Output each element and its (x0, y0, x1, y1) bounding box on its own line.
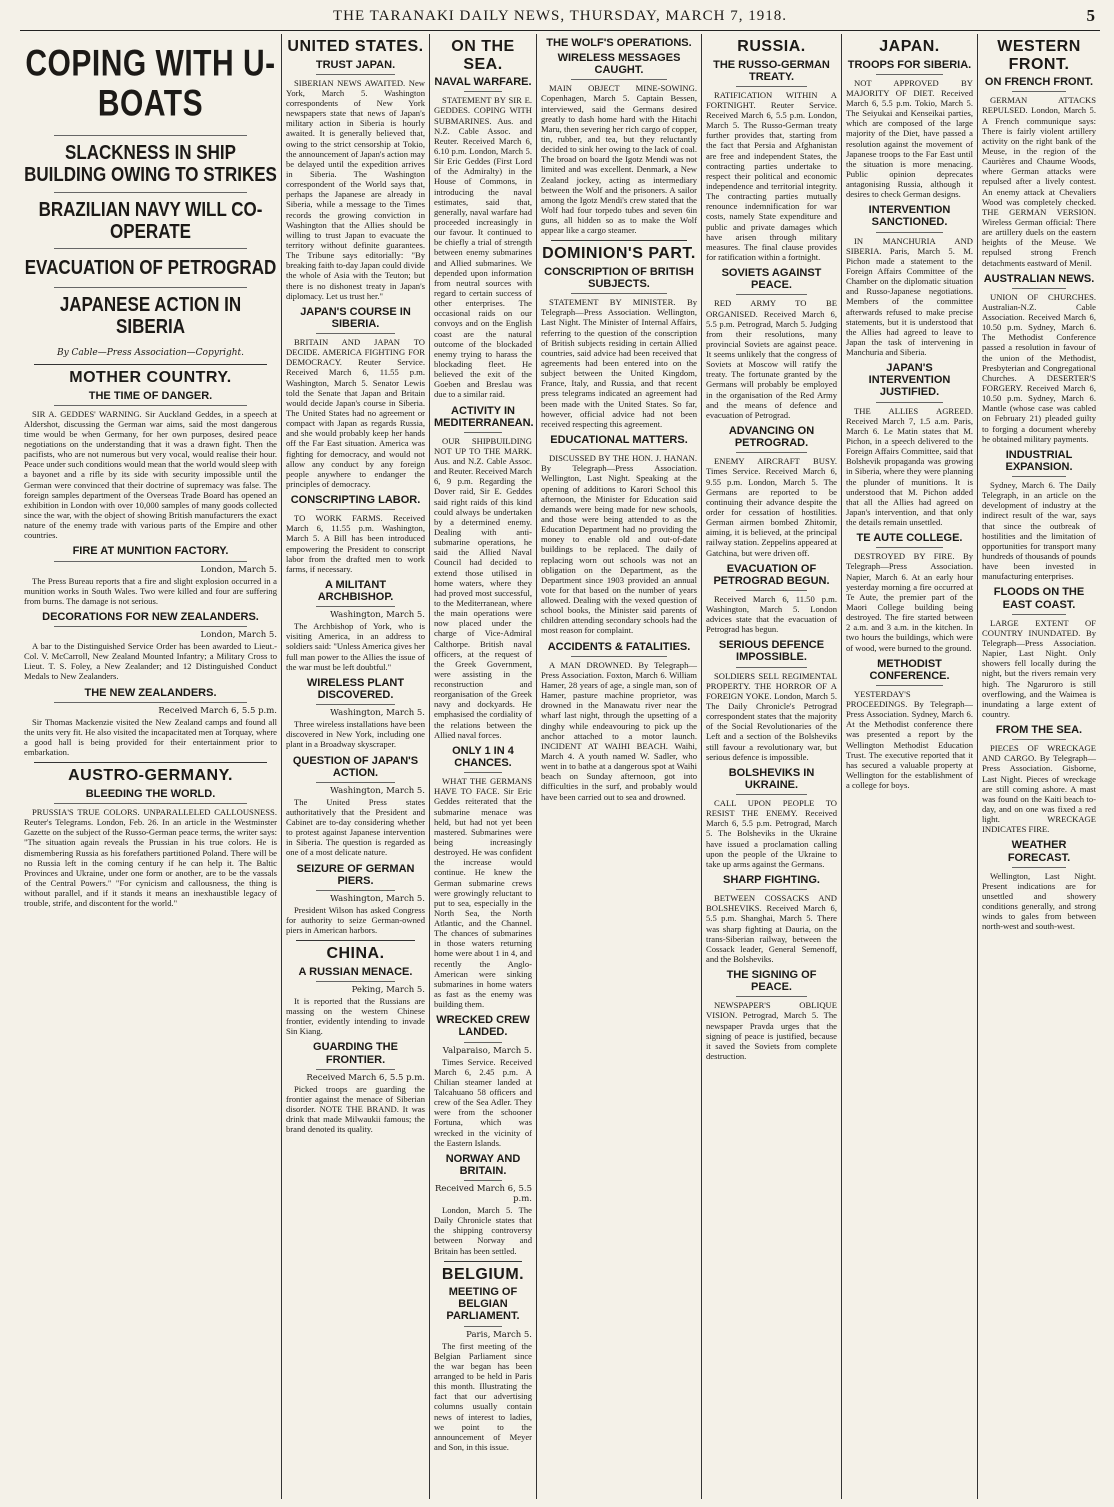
article (286, 306, 425, 489)
sub-headline: BRAZILIAN NAVY WILL CO-OPERATE (38, 197, 263, 243)
article-heading: THE TIME OF DANGER. (88, 389, 213, 402)
article-heading: SERIOUS DEFENCE IMPOSSIBLE. (718, 639, 825, 664)
article-body: A MAN DROWNED. By Telegraph—Press Association. Foxton, March 6. William Hamer, 28 years of age, a single man, son of Hamer, pasture machine proprietor, was drowned in the Manawatu river near the wharf last night, through the upsetting of a dinghy while endeavouring to pick up the anchor attached to a motor launch. INCIDENT AT WAIHI BEACH. Waihi, March 4. A youth named W. Sadler, who went in to bathe at a dangerous spot at Waihi beach on Sunday afternoon, got into difficulties in the surf, and probably would have been carried out to sea and drowned. (541, 659, 697, 802)
article (286, 755, 425, 858)
article-heading: FIRE AT MUNITION FACTORY. (72, 545, 229, 558)
article (846, 59, 973, 200)
divider (571, 293, 667, 294)
article-heading: SHARP FIGHTING. (723, 874, 820, 887)
column-front (20, 34, 282, 1499)
article-body: OUR SHIPBUILDING NOT UP TO THE MARK. Aus. and N.Z. Cable Assoc. and Reuter. Received March 6, 9 p.m. Regarding the Dover raid, Sir E. Geddes said right raids of this kind could always be undertaken by a determined enemy. Dealing with anti-submarine operations, he said the Allied Naval Council had decided to extend those utilised in home waters, where they had proved most successful, to the Mediterranean, where the main operations were now placed under the charge of Vice-Admiral Calthorpe. British naval officers, at the request of the Greek Government, were assisting in the reconstruction and reorganisation of the Greek navy and dockyards. He emphasised the cordiality of the relations between the Allied naval forces. (434, 435, 532, 740)
article-list (706, 59, 837, 1062)
divider (464, 91, 502, 92)
article-body: CALL UPON PEOPLE TO RESIST THE ENEMY. Received March 6, 5.5 p.m. Petrograd, March 5. The Bolsheviks in the Ukraine have issued a proclamation calling upon the people of the Ukraine to take up arms against the Germans. (706, 798, 837, 869)
article-body: YESTERDAY'S PROCEEDINGS. By Telegraph—Press Association. Sydney, March 6. At the Methodist conference there was presented a report by the Wellington Methodist Education Trust. The executive reported that it has secured a valuable property at Wellington for the establishment of a college for boys. (846, 688, 973, 791)
article (846, 362, 973, 527)
article (286, 863, 425, 936)
divider (316, 509, 395, 510)
divider (316, 74, 395, 75)
article (434, 1014, 532, 1147)
article-body: Picked troops are guarding the frontier against the menace of Siberian disorder. NOTE THE BRAND. It was drink that made Milwaukii famous; the brand denoted its quality. (286, 1083, 425, 1135)
article-body: Received March 6, 11.50 p.m. Washington, March 5. London advices state that the evacuation of Petrograd has begun. (706, 593, 837, 635)
article (706, 639, 837, 761)
section-heading: BELGIUM. (441, 1265, 525, 1283)
article-list (24, 390, 277, 909)
divider (316, 890, 395, 891)
divider (736, 889, 807, 890)
divider (54, 287, 247, 288)
divider (316, 782, 395, 783)
article-heading: WIRELESS MESSAGES CAUGHT. (557, 52, 681, 77)
article-body: Times Service. Received March 6, 2.45 p.m. A Chilian steamer landed at Talcahuano 58 officers and crew of the Sea Adler. They were from the schooner Fortuna, which was wrecked in the vicinity of the Eastern Islands. (434, 1056, 532, 1148)
divider (876, 547, 943, 548)
article-body: LARGE EXTENT OF COUNTRY INUNDATED. By Telegraph—Press Association. Napier, Last Night. Only showers fell locally during the night, but the rivers remain very high. The Ngaruroro is still overflowing, and the Waimea is inundating a large extent of country. (982, 617, 1096, 719)
article-body: SIR A. GEDDES' WARNING. Sir Auckland Geddes, in a speech at Aldershot, discussing the German war aims, said the most dangerous time would be when Germany, for her own purposes, desired peace negotiations on the understanding that it was a drawn fight. Then the pacifists, who are not numerous but very vocal, would realise their hour. Peace under such conditions would mean that the world would sleep with a bayonet and a rifle by its side with security impossible until the German were convinced that their doctrine of supremacy was false. The foreign samples department of the Overseas Trade Board has opened an exhibition in London with over 10,000 samples of many goods collected since the war, with the object of showing British manufacturers the exact nature of the enemy trade with various parts of the Empire and other countries. (24, 408, 277, 541)
divider (736, 590, 807, 591)
article (706, 425, 837, 558)
column-russia (702, 34, 842, 1499)
divider (54, 803, 247, 804)
article-body: Three wireless installations have been discovered in New York, including one plant in a Broadway skyscraper. (286, 719, 425, 750)
article (706, 563, 837, 635)
article (24, 545, 277, 606)
article (706, 969, 837, 1061)
page-number: 5 (1086, 6, 1096, 25)
article-body: BETWEEN COSSACKS AND BOLSHEVIKS. Received March 6, 5.5 p.m. Shanghai, March 5. There was sharp fighting at Dauria, on the trans-Siberian railway, between the Cossack leader, General Semenoff, and the Bolsheviks. (706, 893, 837, 964)
article-heading: TE AUTE COLLEGE. (856, 532, 963, 545)
article (24, 762, 277, 908)
dateline: Received March 6, 5.5 p.m. (306, 1072, 425, 1083)
article-heading: ONLY 1 IN 4 CHANCES. (452, 744, 514, 769)
article-heading: INTERVENTION SANCTIONED. (868, 204, 951, 229)
divider (54, 405, 247, 406)
article-body: SIBERIAN NEWS AWAITED. New York, March 5. Washington correspondents of New York newspapers state that news of Japan's military action in Siberia is hourly awaited. It is generally believed that, owing to the strict censorship at Tokio, the announcement of Japan's action may be delayed until the expedition arrives in Siberia. The Washington correspondent of the World says that, perhaps the Japanese are already in Siberia, while a message to the Times records the growing conviction in Washington that the Allies should be willing to trust Japan to evacuate the territory without definite guarantees. The Tribune says editorially: "By breaking faith to-day Japan could divide the whole of Asia with the Teuton; but there is no dishonest treaty in Japan's diplomacy. Let us trust her." (286, 77, 425, 301)
article (541, 240, 697, 429)
divider (571, 656, 667, 657)
article-body: WHAT THE GERMANS HAVE TO FACE. Sir Eric Geddes reiterated that the submarine menace was held, but had not yet been mastered. Submarines were being increasingly destroyed. He was confident the increase would continue. He knew the German submarine crews were growingly reluctant to put to sea, especially in the North Sea, the North Atlantic, and the Channel. The chances of submarines in those waters returning home were about 1 in 4, and recently the Anglo-American were sinking submarines in home waters as fast as the enemy was building them. (434, 776, 532, 1010)
divider (876, 685, 943, 686)
column-japan (842, 34, 978, 1499)
divider (54, 702, 247, 703)
dateline: Received March 6, 5.5 p.m. (434, 1183, 532, 1204)
article (982, 839, 1096, 931)
sub-headline: SLACKNESS IN SHIP BUILDING OWING TO STRIKES (24, 141, 277, 186)
section-heading: JAPAN. (879, 38, 940, 55)
divider (54, 561, 247, 562)
section-heading: AUSTRO-GERMANY. (68, 767, 233, 785)
article-heading: AUSTRALIAN NEWS. (983, 272, 1095, 285)
article-heading: FLOODS ON THE EAST COAST. (993, 586, 1085, 611)
section-heading: WESTERN FRONT. (997, 38, 1081, 73)
article-list (846, 59, 973, 791)
article-heading: INDUSTRIAL EXPANSION. (1005, 448, 1073, 473)
divider (316, 333, 395, 334)
article-body: RED ARMY TO BE ORGANISED. Received March 6, 5.5 p.m. Petrograd, March 5. Judging from their resolutions, many provincial Soviets are against peace. It seems unlikely that the congress of Soviets at Moscow will ratify the treaty. The fortunate granted by the Germans will probably be employed in the organisation of the Red Army and the means of defence and evacuation of Petrograd. (706, 298, 837, 420)
section-heading: CHINA. (326, 945, 385, 963)
article-heading: MEETING OF BELGIAN PARLIAMENT. (446, 1286, 520, 1323)
article-heading: JAPAN'S COURSE IN SIBERIA. (300, 305, 411, 330)
article-heading: ACTIVITY IN MEDITERRANEAN. (434, 404, 534, 429)
article (286, 59, 425, 301)
divider (1012, 739, 1066, 740)
article (541, 434, 697, 636)
divider (464, 1326, 502, 1327)
masthead (20, 4, 1100, 31)
article-heading: FROM THE SEA. (995, 724, 1083, 737)
divider (464, 432, 502, 433)
divider (34, 364, 267, 365)
article-body: THE ALLIES AGREED. Received March 7, 1.5 a.m. Paris, March 6. Le Matin states that M. Pichon, in a speech delivered to the Foreign Affairs Committee, said that Bolshevik propaganda was growing in Siberia, where they were planning the plunder of munitions. It is understood that M. Pichon added that all the Allies had agreed on Japan's intervention, and that only the details remain unsettled. (846, 405, 973, 528)
divider (1012, 476, 1066, 477)
divider (876, 74, 943, 75)
divider (34, 762, 267, 763)
article (286, 494, 425, 574)
byline: By Cable—Press Association—Copyright. (56, 347, 245, 358)
divider (54, 192, 247, 193)
article (982, 586, 1096, 719)
dateline: Washington, March 5. (330, 610, 425, 621)
article-body: BRITAIN AND JAPAN TO DECIDE. AMERICA FIGHTING FOR DEMOCRACY. Reuter Service. Received March 6, 11.55 p.m. Washington, March 5. Senator Lewis told the Senate that Japan and Britain would decide Japan's course in Siberia. The United States had no agreement or compact with Japan as regards Russia, and she would probably keep her hands off the Far East situation. America was fighting for democracy, and would not allow any conduct by any foreign people anywhere to endanger the principles of democracy. (286, 336, 425, 489)
article-heading: WIRELESS PLANT DISCOVERED. (306, 676, 405, 701)
divider (444, 1261, 522, 1262)
article-body: Wellington, Last Night. Present indications are for unsettled and showery conditions generally, and strong winds to gales from between north-west and south-west. (982, 870, 1096, 932)
article-heading: DECORATIONS FOR NEW ZEALANDERS. (42, 610, 259, 623)
section-heading: UNITED STATES. (287, 38, 424, 55)
divider (736, 996, 807, 997)
article-body: The Archbishop of York, who is visiting America, in an address to soldiers said: "Unless America gives her full man power to the Allies the issue of the war must be left doubtful." (286, 621, 425, 672)
divider (1012, 614, 1066, 615)
divider (736, 452, 807, 453)
main-headline: COPING WITH U-BOATS (25, 42, 276, 124)
article-heading: A RUSSIAN MENACE. (298, 965, 413, 978)
article-body: The Press Bureau reports that a fire and slight explosion occurred in a munition works in South Wales. Two were killed and four are suffering from burns. The damage is not serious. (24, 575, 277, 606)
article (286, 940, 425, 1036)
divider (1012, 288, 1066, 289)
article (706, 59, 837, 263)
dateline: Valparaiso, March 5. (442, 1045, 532, 1056)
article (982, 724, 1096, 834)
divider (296, 940, 415, 941)
divider (54, 135, 247, 136)
sub-headline: EVACUATION OF PETROGRAD (24, 256, 277, 280)
divider (1012, 91, 1066, 92)
article-body: RATIFICATION WITHIN A FORTNIGHT. Reuter Service. Received March 6, 5.5 p.m. London, March 5. The Russo-German treaty further provides that, starting from the fact that Persia and Afghanistan are free and independent States, the contracting parties undertake to respect their political and economic independence and territorial integrity. The contracting parties mutually renounce indemnification for war costs, namely State expenditure and public and private damages which have arisen through military measures. The final clause provides for ratification within a fortnight. (706, 89, 837, 263)
article (846, 532, 973, 653)
article-list (541, 52, 697, 802)
sub-headline: JAPANESE ACTION IN SIBERIA (59, 293, 242, 338)
article-heading: ACCIDENTS & FATALITIES. (547, 640, 691, 653)
article-body: STATEMENT BY MINISTER. By Telegraph—Press Association. Wellington, Last Night. The Minister of Internal Affairs, referring to the question of the conscription of British subjects residing in certain Allied countries, said advice had been received that agreements had been entered into on the subject between the United Kingdom, France, Italy, and Russia, and that recent press telegrams indicated an agreement had been made with the United States. So far, however, official advice had not been received respecting this agreement. (541, 297, 697, 429)
divider (876, 402, 943, 403)
divider (316, 704, 395, 705)
article-heading: TROOPS FOR SIBERIA. (847, 58, 972, 71)
dateline: Peking, March 5. (351, 984, 425, 995)
divider (736, 667, 807, 668)
article-body: TO WORK FARMS. Received March 6, 11.55 p.m. Washington, March 5. A Bill has been introduced empowering the President to conscript labor from the drafted men to work farms, if necessary. (286, 513, 425, 574)
article-body: DISCUSSED BY THE HON. J. HANAN. By Telegraph—Press Association. Wellington, Last Night. Speaking at the opening of additions to Karori School this afternoon, the Minister for Education said demands were being made for new schools, and those were being attended to as the Education Department had no providing the money to enable old and out-of-date buildings to be replaced. The daily of replacing worn out schools was not an obligation on the Department, as the Department since 1903 provided an annual vote for that based on the number of years allowed. Dealing with the vexed question of school books, the Minister said parents of children attending secondary schools had the most reason for complaint. (541, 453, 697, 636)
section-heading: RUSSIA. (737, 38, 806, 55)
article-body: The United Press states authoritatively that the President and Cabinet are to-day considering whether to protest against Japanese intervention in Siberia. The question is regarded as one of a most delicate nature. (286, 796, 425, 858)
article-heading: A MILITANT ARCHBISHOP. (317, 579, 394, 604)
article-list (286, 59, 425, 1135)
column-wolf (537, 34, 702, 1499)
article (434, 745, 532, 1009)
article-body: GERMAN ATTACKS REPULSED. London, March 5. A French communique says: There is fairly violent artillery activity on the right bank of the Meuse, in the region of the Caurières and Chaume Woods, where German attacks were repulsed after a lively contest. An enemy attack at Chevaliers Wood was completely checked. THE GERMAN VERSION. Wireless German official: There are artillery duels on the eastern heights of the Meuse. We repulsed strong French detachments eastward of Menil. (982, 95, 1096, 268)
divider (54, 626, 247, 627)
dateline: Washington, March 5. (330, 893, 425, 904)
article-heading: ON FRENCH FRONT. (984, 76, 1094, 89)
section-heading: MOTHER COUNTRY. (69, 368, 232, 386)
article (286, 579, 425, 672)
article (846, 204, 973, 357)
article-heading: WEATHER FORECAST. (1007, 839, 1071, 864)
article-heading: QUESTION OF JAPAN'S ACTION. (292, 754, 419, 779)
dateline: London, March 5. (200, 564, 277, 575)
divider (54, 248, 247, 249)
article (982, 273, 1096, 444)
divider (464, 772, 502, 773)
article (434, 76, 532, 399)
divider (736, 794, 807, 795)
article (434, 405, 532, 740)
article-body: PRUSSIA'S TRUE COLORS. UNPARALLELED CALLOUSNESS. Reuter's Telegrams. London, Feb. 26. In an article in the Westminster Gazette on the subject of the Russo-German peace terms, the writer says: "The situation again reveals the Prussian in his true colors. He is dismembering Russia as his forefathers partitioned Poland. There will be no Russia left in the coming century if he can help it. The Baltic Provinces and Ukraine, under one form or another, are to be the vassals of the Central Powers." "For cynicism and callousness, the thing is without parallel, and if it stands it means an inexhaustible legacy of trouble, strife, and discontent for the world." (24, 806, 277, 909)
article-body: Sydney, March 6. The Daily Telegraph, in an article on the development of industry at the indirect result of the war, says that since the outbreak of hostilities and the limitation of opportunities for transport many hundreds of thousands of pounds have been invested in manufacturing enterprises. (982, 480, 1096, 582)
article-body: MAIN OBJECT MINE-SOWING. Copenhagen, March 5. Captain Bessen, interviewed, said the Germans desired greatly to dash home hard with the Hitachi Maru, then severing her rich cargo of copper, tin, rubber, and tea, but they reluctantly decided to sink her owing to the lack of coal. The broad on board the Igotz Mendi was not limited and was excellent. Denmark, a New Zealand jockey, acting as intermediary between the Wolf and the prisoners. A sailor among the Igotz Mendi's crew stated that the Wolf had four torpedo tubes and seven 6in guns, all hidden so as to make the Wolf appear like a cargo steamer. (541, 83, 697, 236)
article-body: NEWSPAPER'S OBLIQUE VISION. Petrograd, March 5. The newspaper Pravda urges that the signing of peace is justified, because it saved the Soviets from complete destruction. (706, 1000, 837, 1061)
section-heading: ON THE SEA. (451, 38, 515, 73)
article-body: UNION OF CHURCHES. Australian-N.Z. Cable Association. Received March 6, 10.50 p.m. Sydney, March 6. The Methodist Conference passed a resolution in favour of the union of the Methodist, Presbyterian and Congregational Churches. A DESERTER'S FORGERY. Received March 6, 10.50 p.m. Sydney, March 6. Mantle (whose case was cabled on February 21) pleaded guilty to forging a document whereby he obtained military payments. (982, 291, 1096, 444)
divider (571, 79, 667, 80)
article (706, 767, 837, 869)
column-western-front (978, 34, 1100, 1499)
article-heading: THE RUSSO-GERMAN TREATY. (713, 58, 830, 83)
masthead-title: THE TARANAKI DAILY NEWS, THURSDAY, MARCH 7, 1918. (333, 8, 787, 24)
column-united-states (282, 34, 430, 1499)
divider (316, 981, 395, 982)
divider (464, 1180, 502, 1181)
article (541, 641, 697, 802)
article-heading: WRECKED CREW LANDED. (436, 1014, 530, 1039)
article-list (982, 76, 1096, 931)
article (434, 1153, 532, 1256)
article (982, 76, 1096, 267)
divider (316, 606, 395, 607)
article (982, 449, 1096, 582)
article (286, 677, 425, 750)
article-heading: BLEEDING THE WORLD. (85, 787, 216, 800)
article (24, 611, 277, 682)
article (24, 687, 277, 758)
article-body: Sir Thomas Mackenzie visited the New Zealand camps and found all the units very fit. He also visited the incapacitated men at Torquay, where a good hall is being provided for their entertainment prior to embarkation. (24, 716, 277, 758)
dateline: Washington, March 5. (330, 708, 425, 719)
column-on-the-sea (430, 34, 537, 1499)
article-body: DESTROYED BY FIRE. By Telegraph—Press Association. Napier, March 6. At an early hour yesterday morning a fire occurred at Te Aute, the premier part of the Maori College building being destroyed. The fire started between 2 a.m. and 3 a.m. in the kitchen. In two hours the buildings, which were of wood, were burned to the ground. (846, 551, 973, 653)
article-body: NOT APPROVED BY MAJORITY OF DIET. Received March 6, 5.5 p.m. Tokio, March 5. The Seiyukai and Kenseikai parties, which are composed of the large majority of the Diet, have passed a resolution against the movement of Japanese troops to the Far East until the situation is more menacing. Public opinion deprecates antagonising Russia, although it desires to check German designs. (846, 77, 973, 200)
divider (551, 240, 687, 241)
article-heading: ADVANCING ON PETROGRAD. (728, 425, 815, 450)
article-body: The first meeting of the Belgian Parliament since the war began has been arranged to be held in Paris this month. Illustrating the fact that our advertising columns usually contain news of interest to ladies, we point to the announcement of Meyer and Son, in this issue. (434, 1340, 532, 1452)
article-heading: SEIZURE OF GERMAN PIERS. (296, 862, 415, 887)
article-heading: METHODIST CONFERENCE. (869, 657, 950, 682)
article-heading: EDUCATIONAL MATTERS. (550, 434, 688, 446)
article-heading: TRUST JAPAN. (315, 58, 396, 71)
article (434, 1261, 532, 1452)
dateline: Paris, March 5. (466, 1329, 532, 1340)
divider (316, 1069, 395, 1070)
dateline: Received March 6, 5.5 p.m. (158, 705, 277, 716)
article-heading: EVACUATION OF PETROGRAD BEGUN. (713, 562, 830, 587)
section-heading: DOMINION'S PART. (542, 245, 696, 263)
article-body: ENEMY AIRCRAFT BUSY. Times Service. Received March 6, 9.55 p.m. London, March 5. The Germans are reported to be continuing their advance despite the order for cessation of hostilities. German airmen bombed Zhitomir, aiming, it is believed, at the principal railway station. Zeppelins appeared at Gatchina, but were driven off. (706, 456, 837, 558)
article (286, 1041, 425, 1134)
section-heading: THE WOLF'S OPERATIONS. (546, 37, 692, 49)
article-body: STATEMENT BY SIR E. GEDDES. COPING WITH SUBMARINES. Aus. and N.Z. Cable Assoc. and Reuter. Received March 6, 6.10 p.m. London, March 5. Sir Eric Geddes (First Lord of the Admiralty) in the House of Commons, in introducing the naval estimates, said that, generally, naval warfare had proceeded increasingly in our favour. It continued to be chiefly a trial of strength between enemy submarines and Allied submarines. We depended upon information from neutral sources with regard to certain success of other enterprises. The occasional raids on our convoys and on the English coast are the natural outcome of the blockaded enemy trying to harass the blockading fleet. He believed the exit of the Goeben and Breslau was due to a similar raid. (434, 95, 532, 400)
article (846, 658, 973, 791)
divider (464, 1042, 502, 1043)
article (706, 267, 837, 420)
article-heading: SOVIETS AGAINST PEACE. (721, 267, 822, 292)
article (706, 874, 837, 964)
article-heading: CONSCRIPTION OF BRITISH SUBJECTS. (544, 265, 694, 291)
article-list (434, 76, 532, 1452)
dateline: Washington, March 5. (330, 785, 425, 796)
article-body: London, March 5. The Daily Chronicle states that the shipping controversy between Norway and Britain has been settled. (434, 1204, 532, 1256)
article-heading: CONSCRIPTING LABOR. (290, 494, 421, 507)
article-heading: THE SIGNING OF PEACE. (726, 969, 817, 994)
article-heading: BOLSHEVIKS IN UKRAINE. (728, 766, 815, 791)
article-heading: NAVAL WARFARE. (434, 76, 532, 89)
article-body: IN MANCHURIA AND SIBERIA. Paris, March 5. M. Pichon made a statement to the Foreign Affairs Committee of the Chamber on the diplomatic situation and Russo-Japanese negotiations. Members of the committee afterwards refused to make precise statements, but it is understood that the Allies had agreed to leave to Japan the task of intervening in Manchuria and Siberia. (846, 235, 973, 358)
dateline: London, March 5. (200, 630, 277, 641)
divider (876, 232, 943, 233)
article-body: SOLDIERS SELL REGIMENTAL PROPERTY. THE HORROR OF A FOREIGN YOKE. London, March 5. The Daily Chronicle's Petrograd correspondent states that the majority of the Social Revolutionaries of the Left and a section of the Bolsheviks still favour a revolutionary war, but serious defence is impossible. (706, 670, 837, 762)
article-heading: THE NEW ZEALANDERS. (84, 686, 217, 699)
divider (736, 86, 807, 87)
article-body: It is reported that the Russians are massing on the western Chinese frontier, evidently intending to invade Sin Kiang. (286, 995, 425, 1037)
article-heading: JAPAN'S INTERVENTION JUSTIFIED. (868, 362, 951, 399)
article-body: President Wilson has asked Congress for authority to seize German-owned piers in American harbors. (286, 904, 425, 936)
article (541, 52, 697, 235)
divider (1012, 867, 1066, 868)
article-heading: GUARDING THE FRONTIER. (313, 1041, 398, 1066)
article-body: PIECES OF WRECKAGE AND CARGO. By Telegraph—Press Association. Gisborne, Last Night. Pieces of wreckage are still coming ashore. A mast was found on the Kaiti beach to-day, and on one was fixed a red light. WRECKAGE INDICATES FIRE. (982, 743, 1096, 835)
columns (20, 34, 1100, 1499)
article-heading: NORWAY AND BRITAIN. (445, 1152, 521, 1177)
divider (571, 449, 667, 450)
article (24, 390, 277, 541)
divider (736, 294, 807, 295)
article-body: A bar to the Distinguished Service Order has been awarded to Lieut.-Col. V. McCarroll, New Zealand Mounted Infantry; a Military Cross to Lieut. T. S. Foley, a New Zealander; and 12 Distinguished Conduct Medals to New Zealanders. (24, 641, 277, 682)
